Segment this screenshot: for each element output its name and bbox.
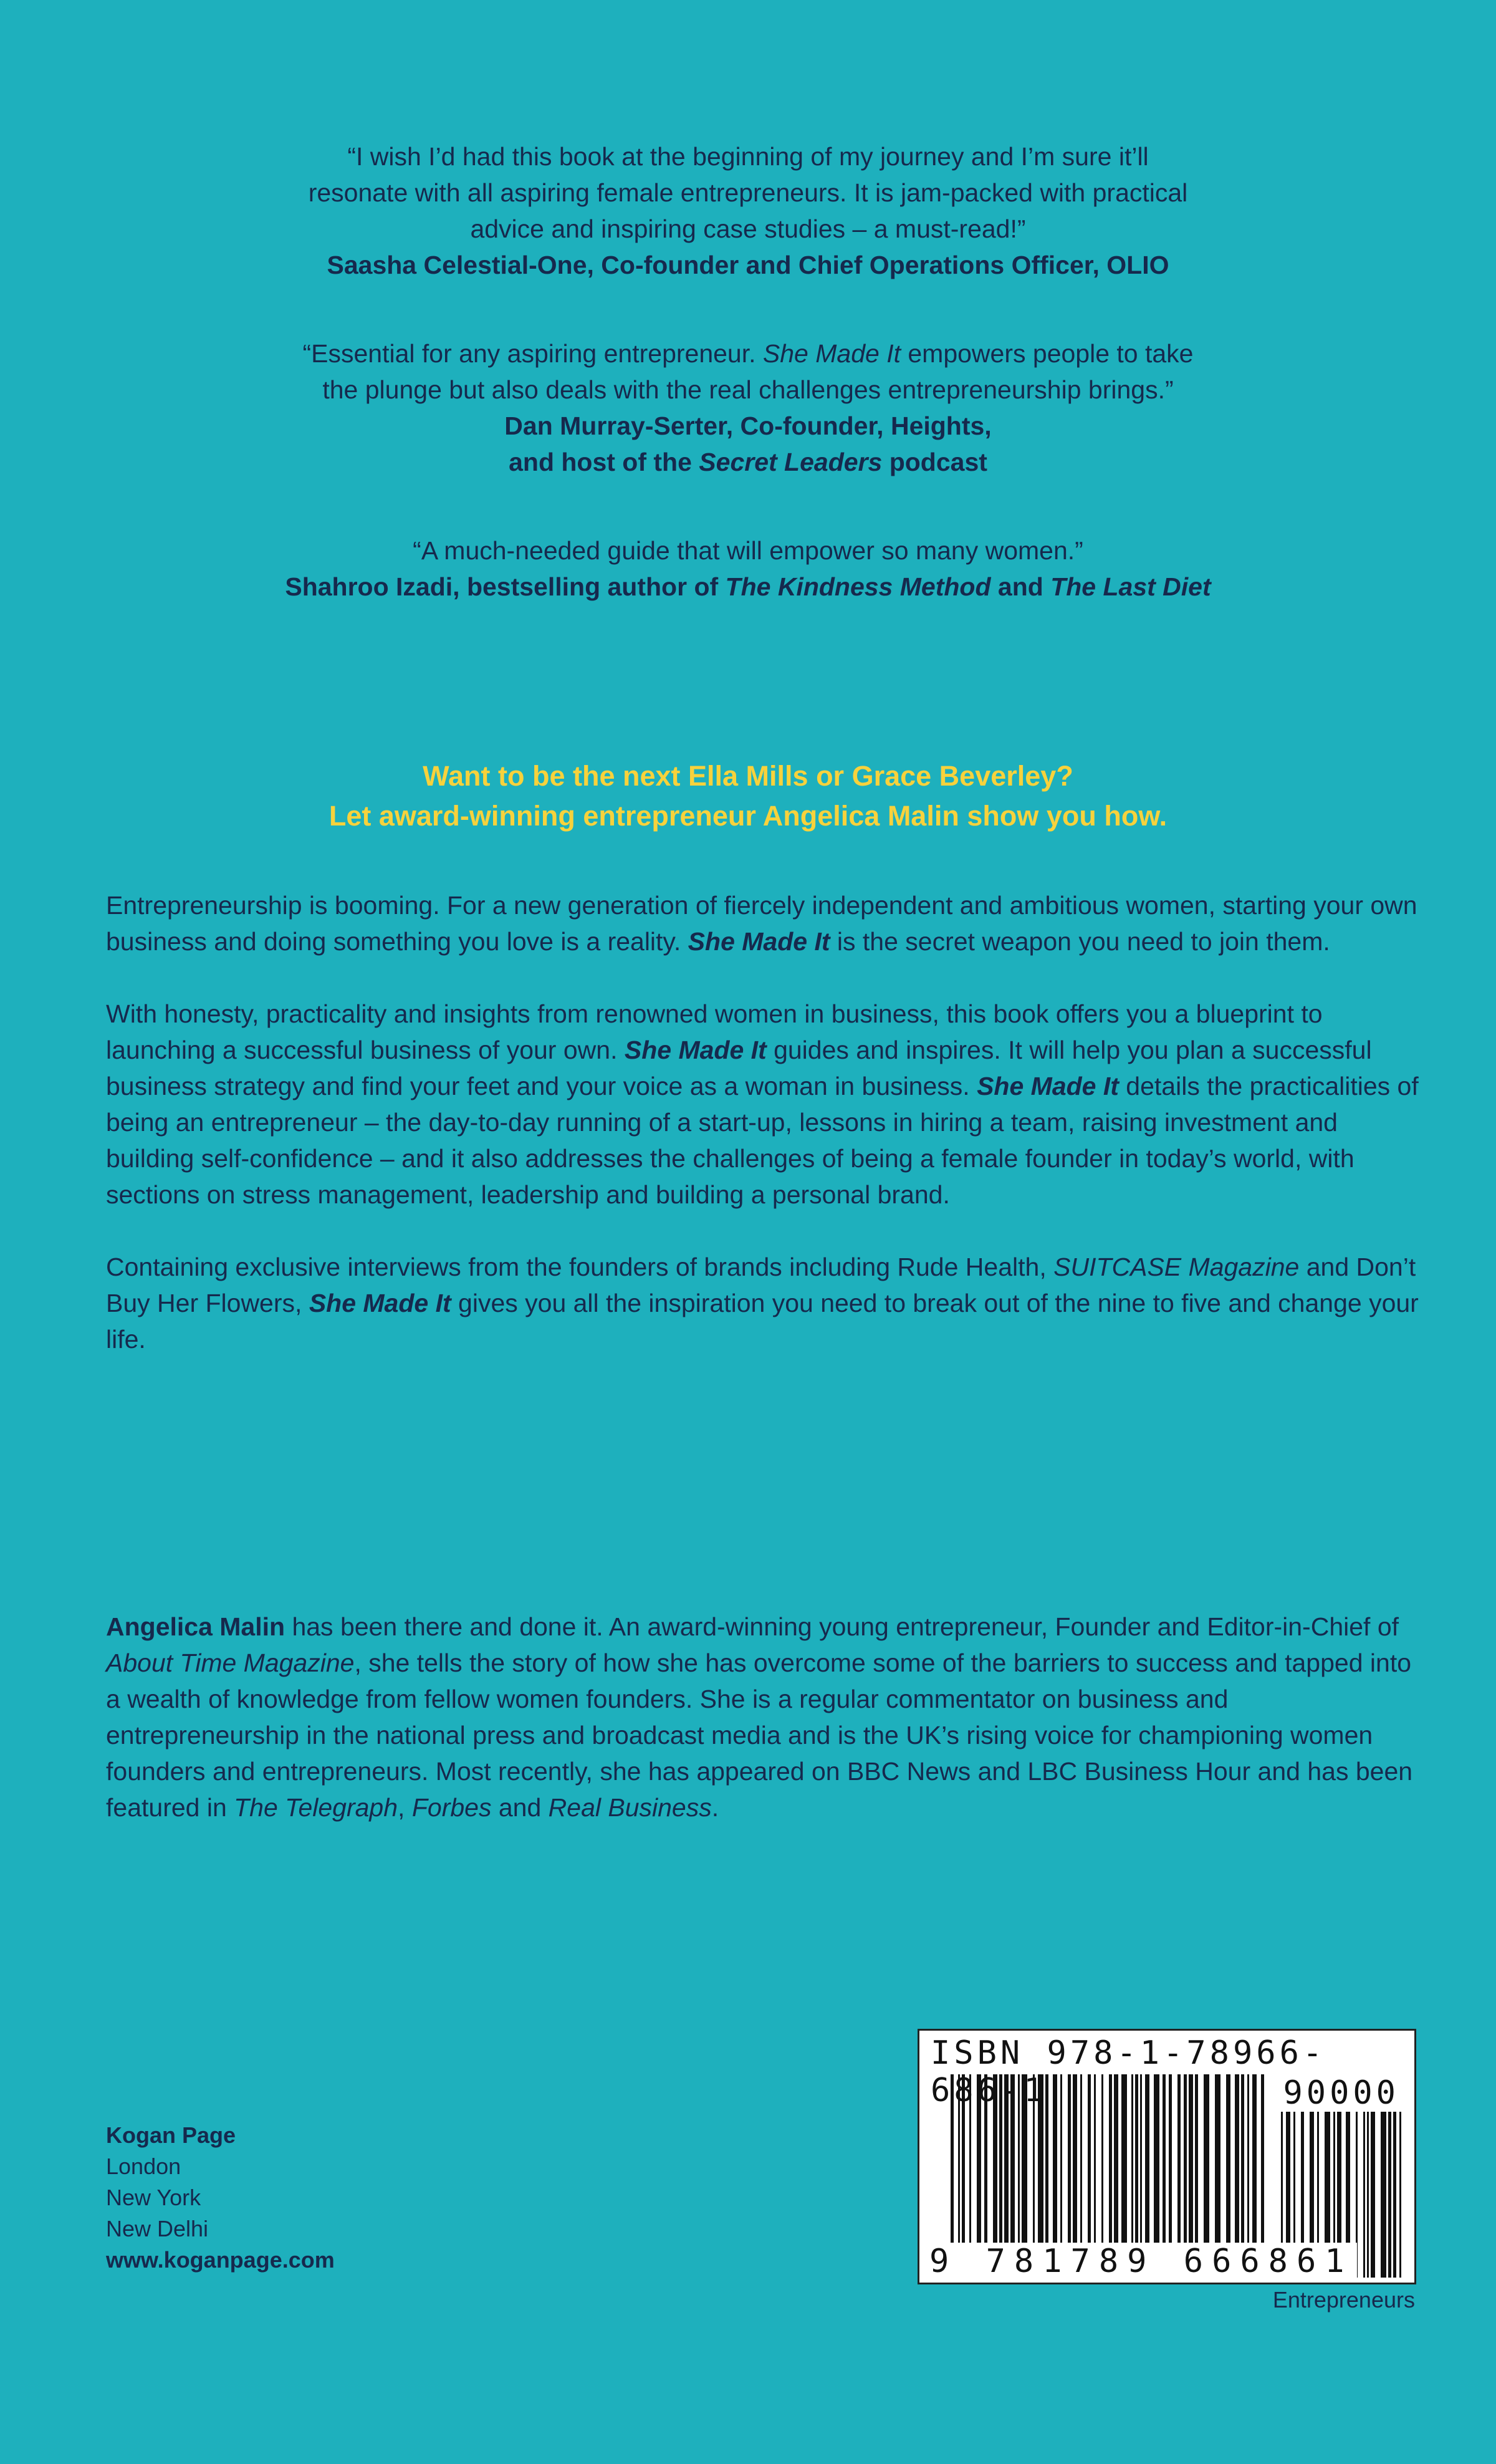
publisher-city: New York xyxy=(106,2185,201,2210)
barcode-bar xyxy=(1363,2112,1365,2278)
price-addon-code: 90000 xyxy=(1283,2074,1399,2112)
isbn-number: ISBN 978-1-78966-686-1 xyxy=(931,2034,1326,2109)
isbn-barcode xyxy=(918,2029,1416,2284)
barcode-bar xyxy=(1371,2112,1375,2278)
publisher-info xyxy=(106,2120,335,2276)
barcode-bar xyxy=(1367,2112,1369,2278)
category-label: Entrepreneurs xyxy=(1272,2287,1415,2312)
endorsement-3-text: “A much-needed guide that will empower so many women.” xyxy=(413,536,1083,565)
endorsement-1-line-1: “I wish I’d had this book at the beginning of my journey and I’m sure it’ll xyxy=(347,142,1149,171)
endorsement-1-attribution: Saasha Celestial-One, Co-founder and Chief Operations Officer, OLIO xyxy=(327,251,1169,279)
endorsement-2-attribution-1: Dan Murray-Serter, Co-founder, Heights, xyxy=(504,411,992,440)
endorsement-1-line-3: advice and inspiring case studies – a must-read!” xyxy=(470,214,1026,243)
headline-line-2: Let award-winning entrepreneur Angelica Malin show you how. xyxy=(328,800,1168,832)
publisher-url: www.koganpage.com xyxy=(106,2247,335,2273)
book-title-ref: She Made It xyxy=(977,1072,1119,1100)
publisher-city: New Delhi xyxy=(106,2216,209,2241)
publication-title: Real Business xyxy=(548,1793,712,1822)
publisher-city: London xyxy=(106,2154,181,2179)
endorsement-2-attribution-2: and host of the Secret Leaders podcast xyxy=(509,448,987,476)
barcode-bar xyxy=(1381,2112,1386,2278)
endorsement-1-line-2: resonate with all aspiring female entrepreneurs. It is jam-packed with practical xyxy=(308,178,1188,207)
blurb-paragraph-2: With honesty, practicality and insights from renowned women in business, this book offers you a blueprint to launching a successful business of your own. She Made It guides and inspires. It will help you plan a successful business strategy and find your feet and your voice as a woman in business. She Made It details the practicalities of being an entrepreneur – the day-to-day running of a start-up, lessons in hiring a team, raising investment and building self-confidence – and it also addresses the challenges of being a female founder in today’s world, with sections on stress management, leadership and building a personal brand. xyxy=(106,999,1419,1209)
endorsement-2 xyxy=(75,335,1421,480)
book-title-ref: The Last Diet xyxy=(1050,572,1211,601)
blurb xyxy=(106,887,1421,1393)
book-title-ref: She Made It xyxy=(309,1289,451,1317)
headline-line-1: Want to be the next Ella Mills or Grace Beverley? xyxy=(423,760,1073,792)
author-name: Angelica Malin xyxy=(106,1612,285,1641)
endorsement-2-line-1: “Essential for any aspiring entrepreneur. She Made It empowers people to take xyxy=(302,339,1194,368)
barcode-bar xyxy=(1393,2112,1396,2278)
barcode-bar xyxy=(1388,2112,1391,2278)
endorsement-2-line-2: the plunge but also deals with the real challenges entrepreneurship brings.” xyxy=(322,375,1174,404)
author-bio-text: Angelica Malin has been there and done it. An award-winning young entrepreneur, Founder and Editor-in-Chief of About Time Magazine, she tells the story of how she has overcome some of the barriers to success and tapped into a wealth of knowledge from fellow women founders. She is a regular commentator on business and entrepreneurship in the national press and broadcast media and is the UK’s rising voice for championing women founders and entrepreneurs. Most recently, she has appeared on BBC News and LBC Business Hour and has been featured in The Telegraph, Forbes and Real Business. xyxy=(106,1612,1413,1822)
book-title-ref: The Kindness Method xyxy=(725,572,991,601)
publisher-name: Kogan Page xyxy=(106,2122,236,2148)
book-title-ref: She Made It xyxy=(762,339,901,368)
headline xyxy=(75,756,1421,836)
endorsements xyxy=(75,138,1421,657)
barcode-bar xyxy=(1399,2112,1401,2278)
magazine-title: About Time Magazine xyxy=(106,1648,355,1677)
magazine-title: SUITCASE Magazine xyxy=(1053,1253,1300,1281)
blurb-paragraph-1: Entrepreneurship is booming. For a new generation of fiercely independent and ambitious women, starting your own business and doing something you love is a reality. She Made It is the secret weapon you need to join them. xyxy=(106,891,1417,956)
podcast-title: Secret Leaders xyxy=(699,448,883,476)
blurb-paragraph-3: Containing exclusive interviews from the founders of brands including Rude Health, SUITCASE Magazine and Don’t Buy Her Flowers, She Made It gives you all the inspiration you need to break out of the nine to five and change your life. xyxy=(106,1253,1419,1354)
ean-digits: 9 781789 666861 xyxy=(926,2243,1357,2280)
endorsement-3 xyxy=(75,532,1421,605)
author-bio xyxy=(106,1609,1421,1826)
endorsement-3-attribution: Shahroo Izadi, bestselling author of The Kindness Method and The Last Diet xyxy=(285,572,1211,601)
publication-title: Forbes xyxy=(411,1793,492,1822)
endorsement-1 xyxy=(75,138,1421,283)
book-title-ref: She Made It xyxy=(624,1036,767,1064)
publication-title: The Telegraph xyxy=(234,1793,398,1822)
book-title-ref: She Made It xyxy=(688,927,830,956)
